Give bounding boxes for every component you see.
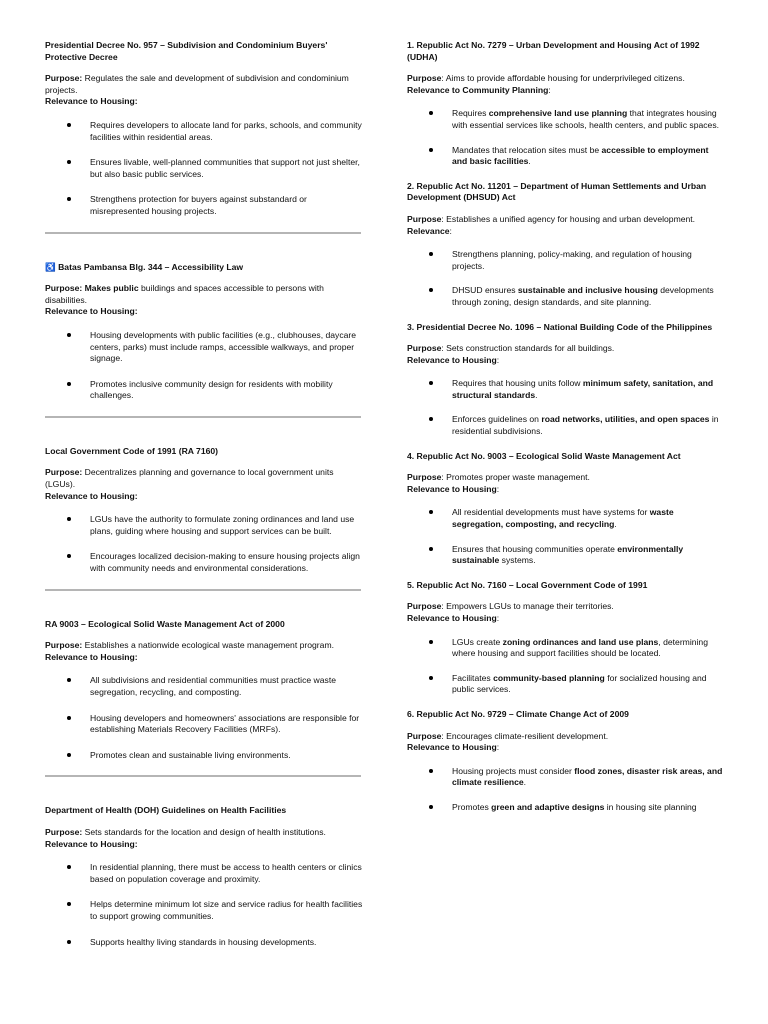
- bullet-text: Strengthens planning, policy-making, and regulation of housing projects.: [452, 249, 692, 271]
- section-ra-11201: [407, 181, 725, 309]
- purpose-line: [45, 283, 363, 306]
- wheelchair-icon: ♿: [45, 261, 56, 272]
- bullet-list: [45, 675, 363, 761]
- relevance-label: Relevance to Housing: [407, 613, 497, 623]
- bullet-bold-text: road networks, utilities, and open spaces: [541, 414, 710, 425]
- section-title: [407, 709, 725, 721]
- purpose-text: Decentralizes planning and governance to local government units (LGUs).: [45, 467, 334, 490]
- list-item: Promotes clean and sustainable living environments.: [45, 750, 363, 762]
- section-pd-957: [45, 40, 363, 218]
- relevance-label: Relevance: [407, 225, 450, 236]
- section-divider: [45, 416, 361, 418]
- bullet-text: Mandates that relocation sites must be: [452, 144, 602, 155]
- list-item: Helps determine minimum lot size and service radius for health facilities to support growing communities.: [45, 899, 363, 922]
- list-item: [407, 544, 725, 567]
- section-title: [407, 451, 725, 463]
- list-item: Strengthens protection for buyers against substandard or misrepresented housing projects.: [45, 194, 363, 217]
- list-item: [407, 378, 725, 401]
- section-title: [45, 619, 363, 631]
- purpose-line: [45, 73, 363, 96]
- section-divider: [45, 232, 361, 234]
- relevance-suffix: :: [496, 613, 500, 623]
- list-item: LGUs have the authority to formulate zoning ordinances and land use plans, guiding where housing and support services can be built.: [45, 514, 363, 537]
- list-item: [407, 507, 725, 530]
- purpose-label: Purpose: [407, 601, 442, 612]
- bullet-bold-text: zoning ordinances and land use plans: [502, 636, 659, 647]
- purpose-text: : Aims to provide affordable housing for underprivileged citizens.: [441, 73, 685, 84]
- list-item: Encourages localized decision-making to ensure housing projects align with community needs and environmental considerations.: [45, 551, 363, 574]
- bullet-text: Ensures that housing communities operate: [452, 543, 618, 554]
- purpose-line: [407, 214, 725, 226]
- purpose-text: buildings and spaces accessible to persons with disabilities.: [45, 283, 324, 305]
- bullet-text: .: [614, 519, 617, 530]
- purpose-label: Purpose: [407, 73, 442, 84]
- bullet-bold-text: sustainable and inclusive housing: [517, 285, 658, 296]
- section-title-text: 6. Republic Act No. 9729 – Climate Change Act of 2009: [407, 708, 629, 719]
- relevance-line: [45, 839, 363, 851]
- bullet-list: [407, 378, 725, 437]
- bullet-bold-text: comprehensive land use planning: [488, 108, 628, 119]
- bullet-text: All residential developments must have systems for: [452, 507, 650, 518]
- relevance-line: [407, 85, 725, 97]
- relevance-label: Relevance to Housing:: [45, 96, 138, 107]
- list-item: [407, 145, 725, 168]
- section-ra-9729: [407, 709, 725, 814]
- purpose-line: [45, 827, 363, 839]
- bullet-bold-text: minimum safety, sanitation, and structural standards: [452, 378, 714, 400]
- section-divider: [45, 775, 361, 777]
- relevance-label: Relevance to Housing:: [45, 838, 138, 849]
- relevance-label: Relevance to Housing:: [45, 490, 138, 501]
- purpose-text: Regulates the sale and development of subdivision and condominium projects.: [45, 73, 349, 95]
- relevance-line: [407, 613, 725, 625]
- list-item: Housing developments with public facilities (e.g., clubhouses, daycare centers, parks) must include ramps, accessible walkways, and proper signage.: [45, 330, 363, 365]
- list-item: All subdivisions and residential communities must practice waste segregation, recycling, and composting.: [45, 675, 363, 698]
- list-item: [407, 249, 725, 272]
- bullet-text: systems.: [499, 555, 536, 566]
- section-title: 1. Republic Act No. 7279 – Urban Development and Housing Act of 1992 (UDHA): [407, 40, 700, 62]
- purpose-label: Purpose:: [45, 640, 83, 651]
- section-title-text: RA 9003 – Ecological Solid Waste Management Act of 2000: [45, 618, 285, 629]
- purpose-label: Purpose: [407, 343, 442, 354]
- purpose-line: [407, 343, 725, 355]
- list-item: [407, 285, 725, 308]
- bullet-bold-text: green and adaptive designs: [491, 801, 605, 812]
- list-item: [407, 673, 725, 696]
- list-item: Supports healthy living standards in housing developments.: [45, 937, 363, 949]
- bullet-list: [45, 120, 363, 218]
- purpose-line: [407, 601, 725, 613]
- relevance-line: [407, 226, 725, 238]
- list-item: [407, 637, 725, 660]
- list-item: [407, 766, 725, 789]
- bullet-text: developments through zoning, design standards, and site planning.: [452, 285, 714, 307]
- section-title-text: 4. Republic Act No. 9003 – Ecological Solid Waste Management Act: [407, 450, 681, 461]
- bullet-text: LGUs create: [452, 636, 503, 647]
- list-item: [407, 108, 725, 131]
- relevance-label: Relevance to Housing: [407, 354, 497, 365]
- bullet-text: for socialized housing and public services.: [452, 672, 707, 695]
- section-lgc-1991: [45, 446, 363, 575]
- relevance-label: Relevance to Housing: [407, 483, 497, 494]
- section-title-text: 2. Republic Act No. 11201 – Department of Human Settlements and Urban Development (DHSUD) Act: [407, 180, 707, 203]
- relevance-line: [45, 306, 363, 318]
- purpose-label: Purpose:: [45, 826, 83, 837]
- bullet-text: Requires: [452, 108, 489, 119]
- section-title: 5. Republic Act No. 7160 – Local Government Code of 1991: [407, 579, 648, 590]
- purpose-line: [407, 73, 725, 85]
- bullet-text: in housing site planning: [604, 801, 697, 812]
- purpose-line: [407, 731, 725, 743]
- relevance-label: Relevance to Housing:: [45, 651, 138, 662]
- section-title-text: Batas Pambansa Blg. 344 – Accessibility Law: [55, 261, 244, 272]
- relevance-label: Relevance to Community Planning: [407, 84, 549, 95]
- list-item: [407, 414, 725, 437]
- purpose-text: : Encourages climate-resilient development.: [441, 730, 609, 741]
- section-ra-7160: [407, 580, 725, 696]
- bullet-list: [407, 766, 725, 814]
- relevance-suffix: :: [548, 84, 551, 95]
- list-item: Promotes inclusive community design for residents with mobility challenges.: [45, 379, 363, 402]
- right-column: [407, 40, 725, 827]
- bullet-bold-text: environmentally sustainable: [452, 543, 684, 566]
- bullet-text: Enforces guidelines on: [452, 414, 542, 425]
- section-divider: [45, 589, 361, 591]
- bullet-text: , determining where housing and support facilities should be located.: [452, 636, 708, 659]
- bullet-list: [407, 637, 725, 696]
- purpose-bold-text: Makes public: [82, 283, 139, 294]
- section-title: Presidential Decree No. 957 – Subdivision and Condominium Buyers' Protective Decree: [45, 40, 328, 62]
- purpose-label: Purpose:: [45, 467, 83, 478]
- bullet-text: that integrates housing with essential services like schools, health centers, and public spaces.: [452, 108, 720, 130]
- bullet-text: Promotes: [452, 801, 492, 812]
- relevance-suffix: :: [496, 742, 500, 753]
- bullet-list: [45, 514, 363, 574]
- relevance-line: [407, 355, 725, 367]
- relevance-label: Relevance to Housing: [407, 742, 497, 753]
- purpose-label: Purpose: [407, 213, 442, 224]
- purpose-text: : Establishes a unified agency for housing and urban development.: [441, 213, 696, 224]
- relevance-line: [407, 742, 725, 754]
- purpose-label: Purpose: [407, 730, 442, 741]
- bullet-list: [407, 108, 725, 167]
- bullet-list: [45, 330, 363, 402]
- bullet-list: [45, 862, 363, 948]
- section-title: [407, 181, 725, 204]
- bullet-bold-text: waste segregation, composting, and recycling: [452, 507, 674, 530]
- relevance-suffix: :: [449, 225, 452, 236]
- section-title: Local Government Code of 1991 (RA 7160): [45, 445, 219, 456]
- bullet-text: Requires that housing units follow: [452, 378, 583, 389]
- section-ra-9003: [45, 619, 363, 762]
- section-title-text: 3. Presidential Decree No. 1096 – National Building Code of the Philippines: [407, 321, 713, 332]
- bullet-bold-text: flood zones, disaster risk areas, and climate resilience: [452, 765, 723, 788]
- list-item: Housing developers and homeowners' associations are responsible for establishing Materials Recovery Facilities (MRFs).: [45, 713, 363, 736]
- bullet-text: .: [523, 777, 527, 788]
- purpose-label: Purpose:: [45, 73, 83, 84]
- section-pd-1096: [407, 322, 725, 438]
- section-title: [45, 805, 363, 817]
- bullet-text: .: [535, 389, 538, 400]
- list-item: Requires developers to allocate land for parks, schools, and community facilities within residential areas.: [45, 120, 363, 143]
- relevance-suffix: :: [496, 483, 500, 494]
- purpose-text: : Sets construction standards for all buildings.: [441, 343, 615, 354]
- section-title: [407, 322, 725, 334]
- relevance-suffix: :: [496, 354, 500, 365]
- list-item: In residential planning, there must be access to health centers or clinics based on population coverage and proximity.: [45, 862, 363, 885]
- section-ra-9003-right: [407, 451, 725, 567]
- bullet-bold-text: community-based planning: [493, 672, 605, 683]
- section-ra-7279: [407, 40, 725, 168]
- purpose-label: Purpose:: [45, 283, 83, 294]
- bullet-text: Facilitates: [452, 672, 494, 683]
- bullet-bold-text: accessible to employment and basic facilities: [452, 144, 709, 167]
- list-item: [407, 802, 725, 814]
- bullet-text: DHSUD ensures: [452, 285, 518, 296]
- section-title-text: Department of Health (DOH) Guidelines on Health Facilities: [45, 805, 287, 816]
- purpose-text: Establishes a nationwide ecological waste management program.: [82, 640, 334, 651]
- purpose-line: [45, 640, 363, 652]
- purpose-line: [407, 472, 725, 484]
- bullet-text: in residential subdivisions.: [452, 414, 719, 437]
- purpose-text: Sets standards for the location and design of health institutions.: [82, 826, 326, 837]
- relevance-label: Relevance to Housing:: [45, 306, 138, 317]
- section-title: [45, 262, 363, 274]
- purpose-line: [45, 467, 363, 490]
- bullet-text: .: [528, 156, 531, 167]
- bullet-text: Housing projects must consider: [452, 765, 575, 776]
- relevance-line: [45, 652, 363, 664]
- section-doh-guidelines: [45, 805, 363, 948]
- list-item: Ensures livable, well-planned communities that support not just shelter, but also basic public services.: [45, 157, 363, 180]
- section-bp-344: [45, 262, 363, 402]
- purpose-label: Purpose: [407, 472, 442, 483]
- relevance-line: [407, 484, 725, 496]
- relevance-line: [45, 96, 363, 108]
- left-column: [45, 40, 363, 962]
- bullet-list: [407, 249, 725, 308]
- purpose-text: : Promotes proper waste management.: [441, 472, 590, 483]
- bullet-list: [407, 507, 725, 566]
- purpose-text: : Empowers LGUs to manage their territories.: [441, 601, 614, 612]
- relevance-line: [45, 491, 363, 503]
